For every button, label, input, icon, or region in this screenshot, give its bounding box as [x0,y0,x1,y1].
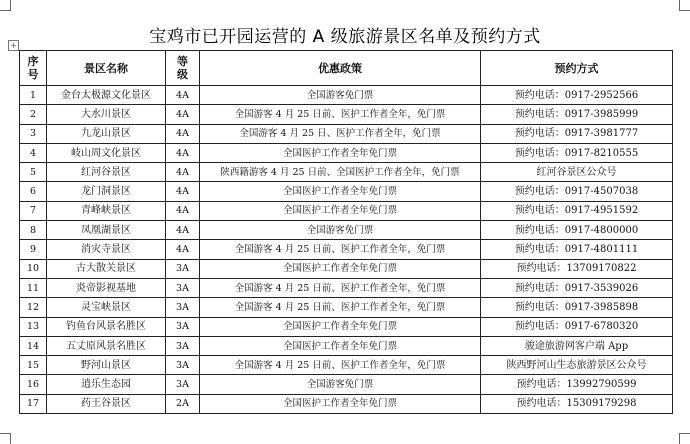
discount-policy-cell: 全国医护工作者全年免门票 [200,336,481,355]
scenic-spot-name-cell: 大水川景区 [47,105,166,124]
scenic-spot-name-cell: 逍乐生态园 [47,375,166,394]
discount-policy-cell: 全国医护工作者全年免门票 [200,317,481,336]
table-row [20,259,673,278]
scenic-spot-name-cell: 消灾寺景区 [47,240,166,259]
scenic-spot-name-cell: 九龙山景区 [47,124,166,143]
table-row [20,394,673,413]
grade-level-cell: 3A [166,356,200,375]
discount-policy-cell: 全国游客免门票 [200,375,481,394]
grade-level-cell: 3A [166,375,200,394]
grade-level-cell: 4A [166,201,200,220]
table-row [20,336,673,355]
row-number-cell: 10 [20,259,47,278]
table-row [20,182,673,201]
discount-policy-cell: 全国游客 4 月 25 日前、医护工作者全年，免门票 [200,105,481,124]
discount-policy-cell: 全国游客免门票 [200,221,481,240]
row-number-cell: 3 [20,124,47,143]
booking-method-cell: 预约电话：0917-4951592 [481,201,673,220]
grade-level-cell: 4A [166,143,200,162]
grade-level-cell: 3A [166,278,200,297]
booking-method-cell: 预约电话：0917-4801111 [481,240,673,259]
row-number-cell: 9 [20,240,47,259]
grade-level-cell: 3A [166,317,200,336]
table-row [20,163,673,182]
booking-method-cell: 红河谷景区公众号 [481,163,673,182]
scenic-spot-name-cell: 钓鱼台风景名胜区 [47,317,166,336]
row-number-cell: 4 [20,143,47,162]
grade-level-cell: 3A [166,259,200,278]
booking-method-cell: 预约电话：0917-3985898 [481,298,673,317]
grade-level-cell: 4A [166,221,200,240]
header-level-line: 级 [177,68,188,81]
discount-policy-cell: 全国游客免门票 [200,86,481,105]
row-number-cell: 12 [20,298,47,317]
row-number-cell: 6 [20,182,47,201]
page-corner-mark [0,0,11,11]
table-move-handle-icon[interactable]: + [8,40,19,51]
booking-method-cell: 预约电话：0917-3985999 [481,105,673,124]
page-corner-mark [679,0,690,11]
scenic-spot-name-cell: 凤凰湖景区 [47,221,166,240]
booking-method-cell: 预约电话：0917-4800000 [481,221,673,240]
header-no [20,51,47,86]
booking-method-cell: 陕西野河山生态旅游景区公众号 [481,356,673,375]
row-number-cell: 15 [20,356,47,375]
scenic-spot-name-cell: 药王谷景区 [47,394,166,413]
table-row [20,240,673,259]
page-title: 宝鸡市已开园运营的 A 级旅游景区名单及预约方式 [149,27,541,47]
header-no-line: 号 [27,68,39,81]
grade-level-cell: 2A [166,394,200,413]
discount-policy-cell: 全国游客 4 月 25 日前、医护工作者全年，免门票 [200,240,481,259]
table-row [20,124,673,143]
grade-level-cell: 4A [166,163,200,182]
table-row [20,375,673,394]
grade-level-cell: 4A [166,105,200,124]
booking-method-cell: 预约电话：15309179298 [481,394,673,413]
table-row [20,221,673,240]
booking-method-cell: 预约电话：13992790599 [481,375,673,394]
table-row [20,201,673,220]
scenic-spot-name-cell: 野河山景区 [47,356,166,375]
scenic-spot-name-cell: 龙门洞景区 [47,182,166,201]
row-number-cell: 2 [20,105,47,124]
booking-method-cell: 骏途旅游网客户端 App [481,336,673,355]
scenic-spot-name-cell: 金台太极源文化景区 [47,86,166,105]
row-number-cell: 14 [20,336,47,355]
row-number-cell: 13 [20,317,47,336]
booking-method-cell: 预约电话：13709170822 [481,259,673,278]
row-number-cell: 11 [20,278,47,297]
discount-policy-cell: 全国游客 4 月 25 日前、医护工作者全年，免门票 [200,298,481,317]
table-row [20,105,673,124]
booking-method-cell: 预约电话：0917-3539026 [481,278,673,297]
table-row [20,298,673,317]
table-header-row [20,51,673,86]
header-name: 景区名称 [47,51,166,86]
scenic-spot-name-cell: 灵宝峡景区 [47,298,166,317]
row-number-cell: 1 [20,86,47,105]
scenic-spot-name-cell: 岐山周文化景区 [47,143,166,162]
scenic-spot-name-cell: 古大散关景区 [47,259,166,278]
booking-method-cell: 预约电话：0917-4507038 [481,182,673,201]
table-row [20,278,673,297]
booking-method-cell: 预约电话：0917-3981777 [481,124,673,143]
row-number-cell: 16 [20,375,47,394]
row-number-cell: 17 [20,394,47,413]
booking-method-cell: 预约电话：0917-2952566 [481,86,673,105]
scenic-spot-name-cell: 青峰峡景区 [47,201,166,220]
grade-level-cell: 3A [166,298,200,317]
discount-policy-cell: 全国游客 4 月 25 日前、医护工作者全年，免门票 [200,356,481,375]
booking-method-cell: 预约电话：0917-6780320 [481,317,673,336]
discount-policy-cell: 全国医护工作者全年免门票 [200,259,481,278]
discount-policy-cell: 全国医护工作者全年免门票 [200,201,481,220]
table-body [20,86,673,414]
table-row [20,86,673,105]
row-number-cell: 8 [20,221,47,240]
discount-policy-cell: 全国游客 4 月 25 日前、医护工作者全年，免门票 [200,278,481,297]
scenic-spot-name-cell: 炎帝影视基地 [47,278,166,297]
discount-policy-cell: 全国医护工作者全年免门票 [200,182,481,201]
scenic-spot-name-cell: 红河谷景区 [47,163,166,182]
grade-level-cell: 4A [166,86,200,105]
header-level-line: 等 [177,55,188,68]
row-number-cell: 7 [20,201,47,220]
grade-level-cell: 3A [166,336,200,355]
grade-level-cell: 4A [166,182,200,201]
header-policy: 优惠政策 [200,51,481,86]
page-corner-mark [0,433,11,444]
row-number-cell: 5 [20,163,47,182]
header-no-line: 序 [27,55,39,68]
discount-policy-cell: 全国游客 4 月 25 日、医护工作者全年，免门票 [200,124,481,143]
scenic-spot-table [19,50,673,414]
booking-method-cell: 预约电话：0917-8210555 [481,143,673,162]
page-corner-mark [679,433,690,444]
scenic-spot-name-cell: 五丈原风景名胜区 [47,336,166,355]
header-level [166,51,200,86]
discount-policy-cell: 全国医护工作者全年免门票 [200,394,481,413]
discount-policy-cell: 陕西籍游客 4 月 25 日前、全国医护工作者全年，免门票 [200,163,481,182]
header-booking: 预约方式 [481,51,673,86]
table-row [20,143,673,162]
table-row [20,356,673,375]
grade-level-cell: 4A [166,240,200,259]
grade-level-cell: 4A [166,124,200,143]
table-row [20,317,673,336]
discount-policy-cell: 全国医护工作者全年免门票 [200,143,481,162]
